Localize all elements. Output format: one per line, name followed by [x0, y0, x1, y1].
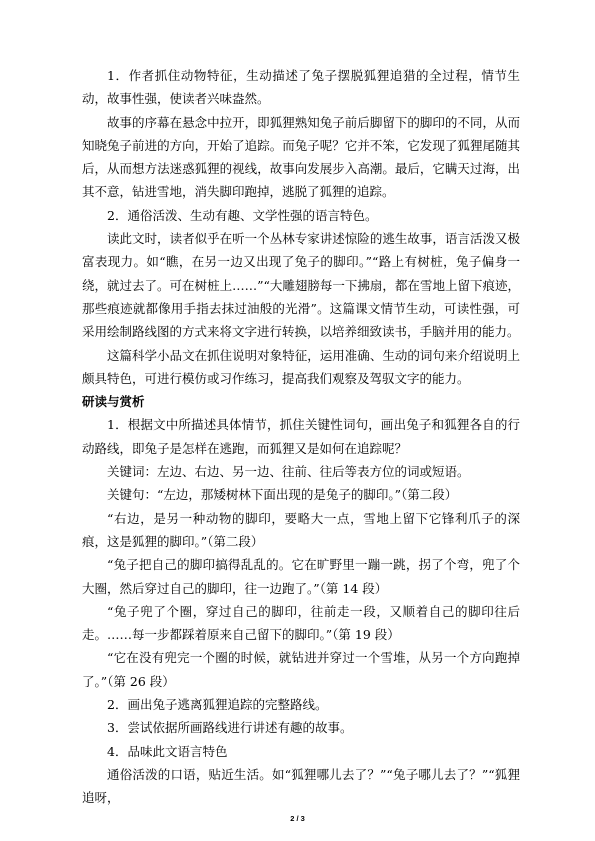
paragraph-feature-2: 2．通俗活泼、生动有趣、文学性强的语言特色。	[107, 207, 378, 223]
paragraph-task-1: 1．根据文中所描述具体情节，抓住关键性词句，画出兔子和狐狸各自的行动路线，即兔子是怎样在逃跑，而狐狸又是如何在追踪呢？	[82, 417, 520, 456]
paragraph-science-essay: 这篇科学小品文在抓住说明对象特征，运用准确、生动的词句来介绍说明上颇具特色，可进行模仿或习作练习，提高我们观察及驾驭文字的能力。	[82, 347, 520, 386]
paragraph-keywords: 关键词：左边、右边、另一边、往前、往后等表方位的词或短语。	[107, 464, 470, 480]
paragraph-task-3: 3．尝试依据所画路线进行讲述有趣的故事。	[107, 720, 353, 736]
quote-paragraph: “它在没有兜完一个圈的时候，就钻进并穿过一个雪堆，从另一个方向跑掉了。”（第 26 段）	[82, 650, 520, 689]
page-number: 2 / 3	[290, 814, 305, 823]
paragraph-story-plot: 故事的序幕在悬念中拉开，即狐狸熟知兔子前后脚留下的脚印的不同，从而知晓兔子前进的方向，开始了追踪。而兔子呢？它并不笨，它发现了狐狸尾随其后，从而想方法迷惑狐狸的视线，故事向发展步入高潮。最后，它瞒天过海，出其不意，钻进雪地，消失脚印跑掉，逃脱了狐狸的追踪。	[82, 114, 520, 200]
quote-paragraph: “兔子兜了个圈，穿过自己的脚印，往前走一段，又顺着自己的脚印往后走。……每一步都踩着原来自己留下的脚印。”（第 19 段）	[82, 603, 520, 643]
paragraph-language-style: 读此文时，读者似乎在听一个丛林专家讲述惊险的逃生故事，语言活泼又极富表现力。如“瞧，在另一边又出现了兔子的脚印。”“路上有树桩，兔子偏身一绕，就过去了。可在树桩上……”“大雕翅膀每一下拂扇，都在雪地上留下痕迹，那些痕迹就都像用手指去抹过油般的光滑”。这篇课文情节生动，可读性强，可采用绘制路线图的方式来将文字进行转换，以培养细致读书，手脑并用的能力。	[82, 231, 520, 340]
paragraph-feature-1: 1．作者抓住动物特征，生动描述了兔子摆脱狐狸追猎的全过程，情节生动，故事性强，使读者兴味盎然。	[82, 68, 520, 107]
section-heading: 研读与赏析	[82, 394, 145, 410]
quote-paragraph: “兔子把自己的脚印搞得乱乱的。它在旷野里一蹦一跳，拐了个弯，兜了个大圈，然后穿过自己的脚印，往一边跑了。”（第 14 段）	[82, 557, 520, 596]
paragraph-key-sentence: 关键句：“左边，那矮树林下面出现的是兔子的脚印。”（第二段）	[107, 487, 458, 503]
paragraph-task-4: 4．品味此文语言特色	[107, 743, 228, 759]
quote-paragraph: “右边，是另一种动物的脚印，要略大一点，雪地上留下它锋利爪子的深痕，这是狐狸的脚印。”（第二段）	[82, 510, 520, 549]
paragraph-task-2: 2．画出兔子逃离狐狸追踪的完整路线。	[107, 697, 328, 713]
page-content	[82, 64, 520, 810]
paragraph-colloquial: 通俗活泼的口语，贴近生活。如“狐狸哪儿去了？”“兔子哪儿去了？”“狐狸追呀，	[82, 766, 520, 806]
